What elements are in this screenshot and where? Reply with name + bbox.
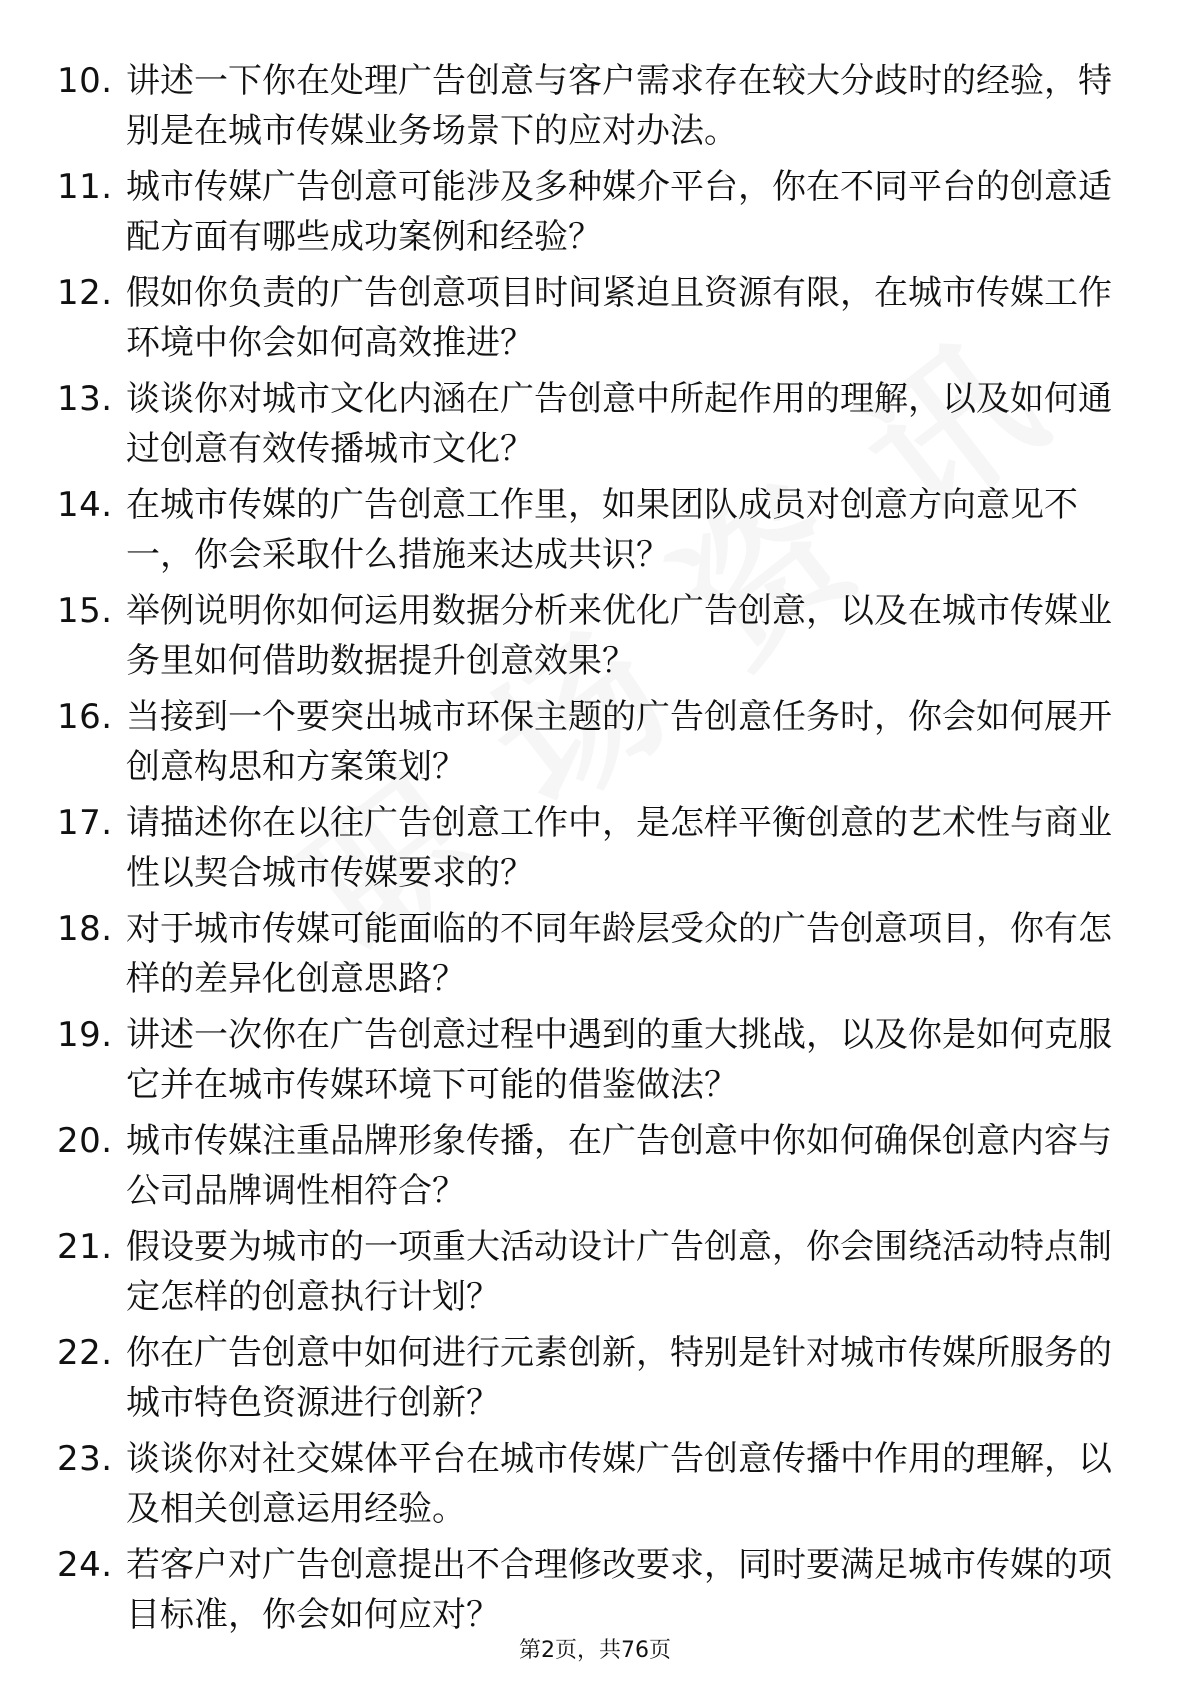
question-text: 若客户对广告创意提出不合理修改要求，同时要满足城市传媒的项目标准，你会如何应对？ — [126, 1545, 1112, 1635]
question-number: 18. — [57, 909, 113, 949]
question-number: 20. — [57, 1121, 113, 1161]
question-item — [0, 1534, 1190, 1640]
question-item — [0, 156, 1190, 262]
question-text: 你在广告创意中如何进行元素创新，特别是针对城市传媒所服务的城市特色资源进行创新？ — [126, 1333, 1112, 1423]
question-text: 假设要为城市的一项重大活动设计广告创意，你会围绕活动特点制定怎样的创意执行计划？ — [126, 1227, 1112, 1317]
question-text: 举例说明你如何运用数据分析来优化广告创意，以及在城市传媒业务里如何借助数据提升创意效果？ — [126, 591, 1112, 681]
question-text: 城市传媒广告创意可能涉及多种媒介平台，你在不同平台的创意适配方面有哪些成功案例和经验？ — [126, 167, 1112, 257]
question-item — [0, 262, 1190, 368]
question-text: 假如你负责的广告创意项目时间紧迫且资源有限，在城市传媒工作环境中你会如何高效推进？ — [126, 273, 1112, 363]
question-text: 讲述一次你在广告创意过程中遇到的重大挑战，以及你是如何克服它并在城市传媒环境下可能的借鉴做法？ — [126, 1015, 1112, 1105]
question-number: 15. — [57, 591, 113, 631]
question-text: 讲述一下你在处理广告创意与客户需求存在较大分歧时的经验，特别是在城市传媒业务场景下的应对办法。 — [126, 61, 1112, 151]
question-item — [0, 898, 1190, 1004]
question-item — [0, 580, 1190, 686]
question-text: 谈谈你对城市文化内涵在广告创意中所起作用的理解，以及如何通过创意有效传播城市文化？ — [126, 379, 1112, 469]
question-text: 在城市传媒的广告创意工作里，如果团队成员对创意方向意见不一，你会采取什么措施来达成共识？ — [126, 485, 1078, 575]
question-number: 10. — [57, 61, 113, 101]
question-item — [0, 50, 1190, 156]
question-text: 谈谈你对社交媒体平台在城市传媒广告创意传播中作用的理解，以及相关创意运用经验。 — [126, 1439, 1112, 1529]
question-item — [0, 368, 1190, 474]
question-text: 城市传媒注重品牌形象传播，在广告创意中你如何确保创意内容与公司品牌调性相符合？ — [126, 1121, 1112, 1211]
question-number: 23. — [57, 1439, 113, 1479]
question-item — [0, 1110, 1190, 1216]
question-item — [0, 1004, 1190, 1110]
question-item — [0, 474, 1190, 580]
question-text: 请描述你在以往广告创意工作中，是怎样平衡创意的艺术性与商业性以契合城市传媒要求的？ — [126, 803, 1112, 893]
question-item — [0, 686, 1190, 792]
question-number: 24. — [57, 1545, 113, 1585]
question-text: 对于城市传媒可能面临的不同年龄层受众的广告创意项目，你有怎样的差异化创意思路？ — [126, 909, 1112, 999]
question-item — [0, 1428, 1190, 1534]
question-number: 16. — [57, 697, 113, 737]
question-item — [0, 1322, 1190, 1428]
question-item — [0, 1216, 1190, 1322]
question-number: 12. — [57, 273, 113, 313]
question-text: 当接到一个要突出城市环保主题的广告创意任务时，你会如何展开创意构思和方案策划？ — [126, 697, 1112, 787]
question-number: 17. — [57, 803, 113, 843]
question-number: 14. — [57, 485, 113, 525]
question-number: 21. — [57, 1227, 113, 1267]
question-list — [0, 50, 1190, 1640]
question-number: 22. — [57, 1333, 113, 1373]
question-number: 13. — [57, 379, 113, 419]
question-number: 19. — [57, 1015, 113, 1055]
question-number: 11. — [57, 167, 113, 207]
question-item — [0, 792, 1190, 898]
page-footer: 第2页，共76页 — [519, 1638, 671, 1663]
